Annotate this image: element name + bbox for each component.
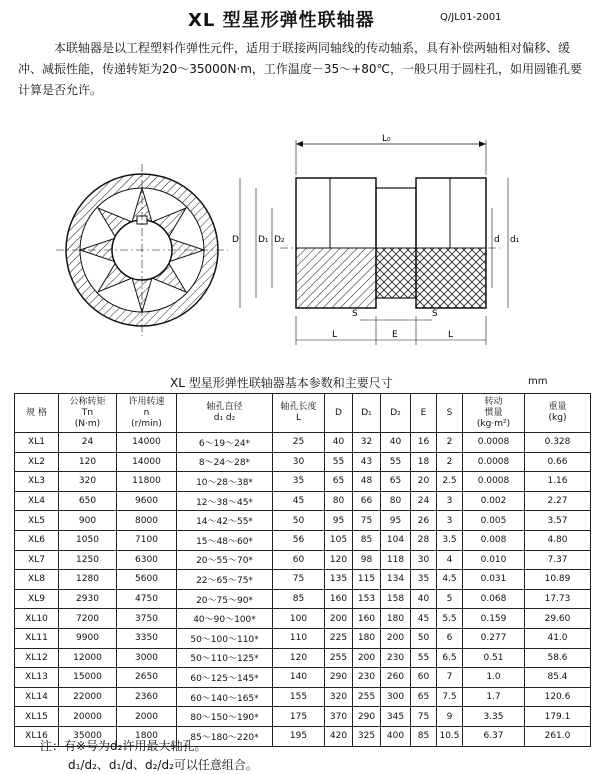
table-cell: 120.6 xyxy=(525,687,591,707)
table-cell: 40 xyxy=(411,589,437,609)
table-cell: 29.60 xyxy=(525,609,591,629)
table-row xyxy=(15,668,591,688)
label-E: E xyxy=(392,330,398,340)
table-row xyxy=(15,628,591,648)
table-cell: 18 xyxy=(411,452,437,472)
table-row xyxy=(15,472,591,492)
table-cell: XL6 xyxy=(15,530,59,550)
table-cell: 3 xyxy=(437,511,463,531)
table-cell: XL1 xyxy=(15,433,59,453)
table-cell: 50 xyxy=(411,628,437,648)
side-view xyxy=(232,134,520,345)
header-cell-line: D₁ xyxy=(361,407,372,418)
table-cell: 22～65～75* xyxy=(177,570,273,590)
table-cell: 75 xyxy=(353,511,381,531)
table-row xyxy=(15,648,591,668)
header-cell-line: 许用转速 xyxy=(128,396,165,407)
header-cell xyxy=(15,394,59,433)
label-S-right: S xyxy=(432,309,438,319)
table-cell: 320 xyxy=(59,472,117,492)
table-cell: 20～55～70* xyxy=(177,550,273,570)
header-cell xyxy=(437,394,463,433)
header-cell xyxy=(411,394,437,433)
table-cell: XL10 xyxy=(15,609,59,629)
table-cell: 56 xyxy=(273,530,325,550)
table-cell: 10～28～38* xyxy=(177,472,273,492)
table-cell: 120 xyxy=(325,550,353,570)
technical-drawing xyxy=(0,130,600,370)
table-cell: 195 xyxy=(273,726,325,746)
table-cell: 5.5 xyxy=(437,609,463,629)
table-cell: 40 xyxy=(381,433,411,453)
table-cell: 35000 xyxy=(59,726,117,746)
table-cell: 11800 xyxy=(117,472,177,492)
table-cell: 0.0008 xyxy=(463,433,525,453)
label-S-left: S xyxy=(352,309,358,319)
table-cell: 135 xyxy=(325,570,353,590)
table-cell: 1250 xyxy=(59,550,117,570)
table-cell: 2 xyxy=(437,433,463,453)
table-cell: XL12 xyxy=(15,648,59,668)
table-cell: 22000 xyxy=(59,687,117,707)
header-cell-line: 公称转矩 xyxy=(69,396,106,407)
table-cell: 65 xyxy=(325,472,353,492)
table-cell: 345 xyxy=(381,707,411,727)
table-cell: 15000 xyxy=(59,668,117,688)
table-cell: 9 xyxy=(437,707,463,727)
table-cell: 10.89 xyxy=(525,570,591,590)
table-row xyxy=(15,491,591,511)
table-cell: 3350 xyxy=(117,628,177,648)
table-cell: 0.51 xyxy=(463,648,525,668)
table-cell: 12～38～45* xyxy=(177,491,273,511)
table-cell: 1050 xyxy=(59,530,117,550)
table-cell: 118 xyxy=(381,550,411,570)
page-title: XL 型星形弹性联轴器 xyxy=(188,10,375,31)
table-row xyxy=(15,511,591,531)
label-L0: L₀ xyxy=(382,134,391,144)
table-cell: 3750 xyxy=(117,609,177,629)
label-D: D xyxy=(232,235,239,245)
table-cell: 1800 xyxy=(117,726,177,746)
table-cell: 15～48～60* xyxy=(177,530,273,550)
table-cell: 66 xyxy=(353,491,381,511)
table-cell: 85 xyxy=(273,589,325,609)
table-cell: 55 xyxy=(325,452,353,472)
table-caption: XL 型星形弹性联轴器基本参数和主要尺寸 xyxy=(170,376,393,390)
table-caption-row xyxy=(0,374,600,392)
table-cell: 28 xyxy=(411,530,437,550)
table-cell: 175 xyxy=(273,707,325,727)
label-D2: D₂ xyxy=(274,235,285,245)
table-cell: 160 xyxy=(325,589,353,609)
table-cell: 14000 xyxy=(117,452,177,472)
table-cell: 40～90～100* xyxy=(177,609,273,629)
description-paragraph: 本联轴器是以工程塑料作弹性元件，适用于联接两同轴线的传动轴系，具有补偿两轴相对偏移、缓冲、减振性能，传递转矩为20～35000N·m，工作温度－35～+80℃，一般只用于圆柱孔，如用圆锥孔要计算是否允许。 xyxy=(18,41,582,97)
table-cell: XL5 xyxy=(15,511,59,531)
table-cell: 65 xyxy=(381,472,411,492)
table-cell: 900 xyxy=(59,511,117,531)
table-cell: 55 xyxy=(381,452,411,472)
table-cell: 9600 xyxy=(117,491,177,511)
table-cell: 50～100～110* xyxy=(177,628,273,648)
table-cell: 58.6 xyxy=(525,648,591,668)
table-cell: 14～42～55* xyxy=(177,511,273,531)
table-cell: 60 xyxy=(273,550,325,570)
table-cell: 20 xyxy=(411,472,437,492)
table-cell: 35 xyxy=(273,472,325,492)
table-cell: 0.159 xyxy=(463,609,525,629)
table-cell: 320 xyxy=(325,687,353,707)
table-cell: 4 xyxy=(437,550,463,570)
header-cell-line: D xyxy=(335,407,342,418)
table-cell: 50 xyxy=(273,511,325,531)
table-cell: 40 xyxy=(325,433,353,453)
header-cell xyxy=(525,394,591,433)
table-cell: 12000 xyxy=(59,648,117,668)
table-unit: mm xyxy=(528,376,548,387)
table-cell: 3.35 xyxy=(463,707,525,727)
table-cell: 85～180～220* xyxy=(177,726,273,746)
table-cell: 0.277 xyxy=(463,628,525,648)
table-cell: 180 xyxy=(381,609,411,629)
table-cell: 120 xyxy=(59,452,117,472)
table-row xyxy=(15,452,591,472)
table-cell: 650 xyxy=(59,491,117,511)
table-cell: 20～75～90* xyxy=(177,589,273,609)
table-cell: XL4 xyxy=(15,491,59,511)
table-cell: 420 xyxy=(325,726,353,746)
table-cell: 7.37 xyxy=(525,550,591,570)
table-cell: 290 xyxy=(353,707,381,727)
table-cell: 10.5 xyxy=(437,726,463,746)
table-cell: 115 xyxy=(353,570,381,590)
table-cell: 7 xyxy=(437,668,463,688)
table-cell: 261.0 xyxy=(525,726,591,746)
table-cell: 60～125～145* xyxy=(177,668,273,688)
header-cell-line: 轴孔直径 xyxy=(206,402,243,412)
table-cell: XL13 xyxy=(15,668,59,688)
table-cell: 25 xyxy=(273,433,325,453)
header-cell xyxy=(273,394,325,433)
table-row xyxy=(15,687,591,707)
table-cell: 80 xyxy=(325,491,353,511)
table-cell: 30 xyxy=(273,452,325,472)
table-cell: 0.005 xyxy=(463,511,525,531)
table-cell: 85 xyxy=(411,726,437,746)
header-cell-line: 惯量 xyxy=(484,407,503,418)
table-cell: 80～150～190* xyxy=(177,707,273,727)
table-cell: 0.66 xyxy=(525,452,591,472)
header-cell-line: L xyxy=(295,413,301,423)
header-cell xyxy=(381,394,411,433)
table-cell: 6.37 xyxy=(463,726,525,746)
table-cell: 0.031 xyxy=(463,570,525,590)
header-cell xyxy=(463,394,525,433)
table-cell: 1.7 xyxy=(463,687,525,707)
header-cell xyxy=(117,394,177,433)
table-cell: 98 xyxy=(353,550,381,570)
table-cell: 140 xyxy=(273,668,325,688)
table-cell: 26 xyxy=(411,511,437,531)
label-L-right: L xyxy=(448,330,454,340)
table-cell: 32 xyxy=(353,433,381,453)
table-cell: 3000 xyxy=(117,648,177,668)
table-cell: 50～110～125* xyxy=(177,648,273,668)
table-cell: 255 xyxy=(353,687,381,707)
table-cell: 3.57 xyxy=(525,511,591,531)
standard-code: Q/JL01-2001 xyxy=(440,12,502,23)
label-d: d xyxy=(494,235,500,245)
header-cell-line: D₂ xyxy=(390,407,401,418)
table-cell: 9900 xyxy=(59,628,117,648)
table-cell: 24 xyxy=(59,433,117,453)
table-cell: 325 xyxy=(353,726,381,746)
table-row xyxy=(15,609,591,629)
header-cell-line: E xyxy=(420,407,427,418)
table-cell: 60 xyxy=(411,668,437,688)
table-cell: 153 xyxy=(353,589,381,609)
table-header xyxy=(15,394,591,433)
table-cell: 200 xyxy=(325,609,353,629)
table-cell: 35 xyxy=(411,570,437,590)
table-cell: 200 xyxy=(353,648,381,668)
table-cell: 95 xyxy=(381,511,411,531)
table-cell: 16 xyxy=(411,433,437,453)
table-row xyxy=(15,589,591,609)
label-L-left: L xyxy=(332,330,338,340)
table-row xyxy=(15,707,591,727)
table-cell: 17.73 xyxy=(525,589,591,609)
table-cell: 4.5 xyxy=(437,570,463,590)
table-cell: 2.27 xyxy=(525,491,591,511)
table-cell: 1.16 xyxy=(525,472,591,492)
header-cell-line: (r/min) xyxy=(131,418,162,429)
table-cell: 6 xyxy=(437,628,463,648)
table-cell: XL11 xyxy=(15,628,59,648)
table-cell: XL3 xyxy=(15,472,59,492)
header-cell xyxy=(353,394,381,433)
header-cell-line: S xyxy=(446,407,453,418)
table-cell: 5600 xyxy=(117,570,177,590)
table-cell: 230 xyxy=(381,648,411,668)
table-cell: 158 xyxy=(381,589,411,609)
table-cell: 120 xyxy=(273,648,325,668)
table-cell: 85 xyxy=(353,530,381,550)
table-cell: 2.5 xyxy=(437,472,463,492)
table-cell: XL14 xyxy=(15,687,59,707)
note-line-2: d₁/d₂、d₁/d、d₂/d₂可以任意组合。 xyxy=(68,758,258,772)
table-cell: 179.1 xyxy=(525,707,591,727)
header-cell xyxy=(325,394,353,433)
header-cell-line: 轴孔长度 xyxy=(280,402,317,412)
table-cell: 8～24～28* xyxy=(177,452,273,472)
table-cell: 225 xyxy=(325,628,353,648)
table-cell: 200 xyxy=(381,628,411,648)
table-cell: 1280 xyxy=(59,570,117,590)
header-cell xyxy=(177,394,273,433)
table-cell: 41.0 xyxy=(525,628,591,648)
label-d1: d₁ xyxy=(510,235,520,245)
table-cell: XL15 xyxy=(15,707,59,727)
table-cell: 3 xyxy=(437,491,463,511)
header-cell-line: 规 格 xyxy=(26,407,47,418)
parameter-table xyxy=(14,393,591,747)
table-cell: 6300 xyxy=(117,550,177,570)
table-cell: 0.0008 xyxy=(463,472,525,492)
table-cell: 48 xyxy=(353,472,381,492)
table-cell: 0.328 xyxy=(525,433,591,453)
table-row xyxy=(15,530,591,550)
header-cell-line: n xyxy=(143,407,150,418)
table-cell: 75 xyxy=(411,707,437,727)
table-row xyxy=(15,550,591,570)
table-cell: 60～140～165* xyxy=(177,687,273,707)
table-cell: 180 xyxy=(353,628,381,648)
header-cell-line: 重量 xyxy=(548,402,567,412)
table-cell: 260 xyxy=(381,668,411,688)
table-cell: 105 xyxy=(325,530,353,550)
table-cell: 0.068 xyxy=(463,589,525,609)
table-body xyxy=(15,433,591,747)
table-cell: 300 xyxy=(381,687,411,707)
table-cell: 14000 xyxy=(117,433,177,453)
table-cell: 45 xyxy=(273,491,325,511)
table-cell: 255 xyxy=(325,648,353,668)
table-cell: 0.002 xyxy=(463,491,525,511)
table-cell: 30 xyxy=(411,550,437,570)
end-view xyxy=(56,164,228,336)
table-cell: 7.5 xyxy=(437,687,463,707)
table-cell: 370 xyxy=(325,707,353,727)
table-cell: XL16 xyxy=(15,726,59,746)
table-cell: 290 xyxy=(325,668,353,688)
table-cell: 160 xyxy=(353,609,381,629)
table-cell: 134 xyxy=(381,570,411,590)
table-cell: 230 xyxy=(353,668,381,688)
table-cell: 7200 xyxy=(59,609,117,629)
header-cell-line: (kg) xyxy=(548,413,567,423)
table-cell: XL2 xyxy=(15,452,59,472)
table-cell: 1.0 xyxy=(463,668,525,688)
label-D1: D₁ xyxy=(258,235,269,245)
table-cell: 2650 xyxy=(117,668,177,688)
table-cell: 400 xyxy=(381,726,411,746)
table-cell: 7100 xyxy=(117,530,177,550)
table-cell: 45 xyxy=(411,609,437,629)
table-cell: 2930 xyxy=(59,589,117,609)
table-cell: 85.4 xyxy=(525,668,591,688)
table-cell: 0.010 xyxy=(463,550,525,570)
table-cell: 110 xyxy=(273,628,325,648)
header-cell-line: (N·m) xyxy=(74,418,101,429)
table-cell: 20000 xyxy=(59,707,117,727)
table-cell: 5 xyxy=(437,589,463,609)
table-row xyxy=(15,433,591,453)
table-cell: 80 xyxy=(381,491,411,511)
table-cell: 6.5 xyxy=(437,648,463,668)
table-cell: XL7 xyxy=(15,550,59,570)
table-cell: 55 xyxy=(411,648,437,668)
table-cell: XL9 xyxy=(15,589,59,609)
table-cell: 65 xyxy=(411,687,437,707)
header-cell-line: (kg·m²) xyxy=(476,418,511,429)
table-cell: 6～19～24* xyxy=(177,433,273,453)
table-cell: 4750 xyxy=(117,589,177,609)
table-cell: 0.0008 xyxy=(463,452,525,472)
header-cell-line: d₁ d₂ xyxy=(213,413,236,423)
table-cell: 24 xyxy=(411,491,437,511)
table-cell: 2 xyxy=(437,452,463,472)
table-cell: 3.5 xyxy=(437,530,463,550)
table-cell: 100 xyxy=(273,609,325,629)
note-line-1: 注：有※号为d₂许用最大轴孔。 xyxy=(40,739,207,753)
table-cell: 0.008 xyxy=(463,530,525,550)
table-cell: 43 xyxy=(353,452,381,472)
table-row xyxy=(15,570,591,590)
table-cell: 4.80 xyxy=(525,530,591,550)
table-cell: 75 xyxy=(273,570,325,590)
table-cell: XL8 xyxy=(15,570,59,590)
table-cell: 104 xyxy=(381,530,411,550)
table-cell: 8000 xyxy=(117,511,177,531)
table-cell: 2000 xyxy=(117,707,177,727)
header-cell xyxy=(59,394,117,433)
header-cell-line: 转动 xyxy=(484,396,503,407)
table-cell: 95 xyxy=(325,511,353,531)
table-cell: 155 xyxy=(273,687,325,707)
table-cell: 2360 xyxy=(117,687,177,707)
header-cell-line: Tn xyxy=(81,407,94,418)
